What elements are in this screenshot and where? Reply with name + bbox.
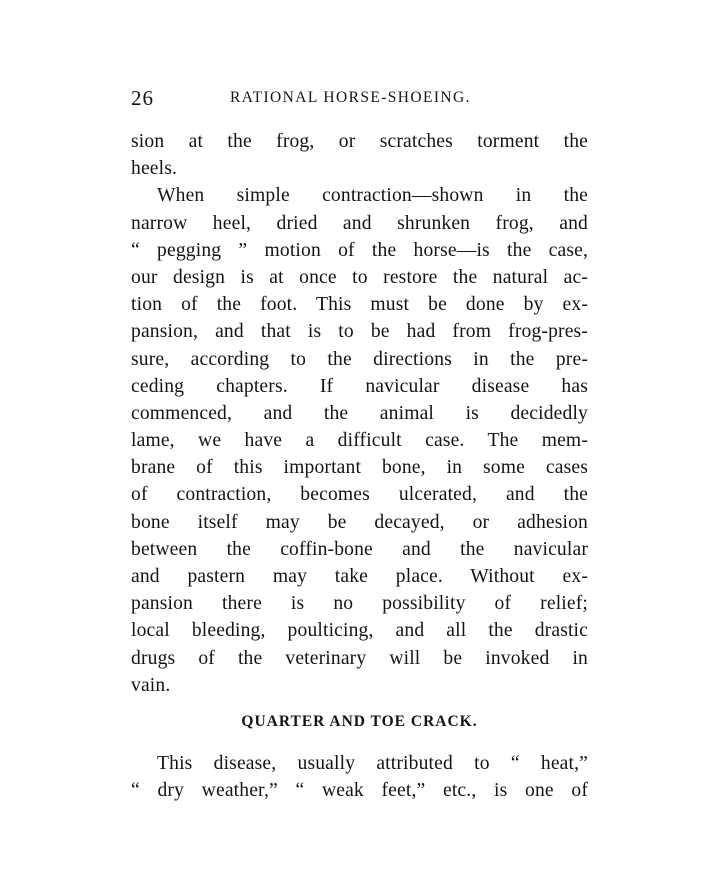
text-line: sion at the frog, or scratches torment the bbox=[131, 131, 588, 152]
text-line: between the coffin-bone and the navicular bbox=[131, 538, 588, 560]
text-line: vain. bbox=[131, 674, 171, 696]
text-line: tion of the foot. This must be done by ex- bbox=[131, 294, 588, 316]
text-line: brane of this important bone, in some cases bbox=[131, 457, 588, 479]
text-line: sure, according to the directions in the pre- bbox=[131, 348, 588, 370]
text-line: This disease, usually attributed to “ heat,” bbox=[157, 753, 588, 774]
text-line: When simple contraction—shown in the bbox=[157, 185, 588, 207]
running-head bbox=[131, 86, 591, 110]
text-line: bone itself may be decayed, or adhesion bbox=[131, 511, 588, 533]
section-heading: QUARTER AND TOE CRACK. bbox=[241, 713, 478, 730]
text-line: heels. bbox=[131, 158, 178, 180]
text-line: pansion, and that is to be had from frog-pres- bbox=[131, 321, 588, 343]
text-line: our design is at once to restore the natural ac- bbox=[131, 266, 588, 288]
text-line: of contraction, becomes ulcerated, and the bbox=[131, 484, 588, 506]
text-line: “ dry weather,” “ weak feet,” etc., is one of bbox=[131, 780, 588, 802]
page-number: 26 bbox=[131, 86, 154, 110]
text-line: commenced, and the animal is decidedly bbox=[131, 402, 588, 424]
text-line: ceding chapters. If navicular disease has bbox=[131, 375, 588, 397]
body-text bbox=[131, 128, 588, 699]
text-line: local bleeding, poulticing, and all the drastic bbox=[131, 620, 588, 642]
text-line: lame, we have a difficult case. The mem- bbox=[131, 430, 588, 452]
running-title: RATIONAL HORSE-SHOEING. bbox=[230, 89, 471, 106]
text-line: and pastern may take place. Without ex- bbox=[131, 566, 588, 587]
text-line: “ pegging ” motion of the horse—is the case, bbox=[131, 239, 588, 261]
text-line: narrow heel, dried and shrunken frog, and bbox=[131, 212, 588, 234]
text-line: pansion there is no possibility of relief; bbox=[131, 593, 588, 615]
body-text bbox=[131, 750, 588, 804]
text-line: drugs of the veterinary will be invoked in bbox=[131, 647, 588, 669]
